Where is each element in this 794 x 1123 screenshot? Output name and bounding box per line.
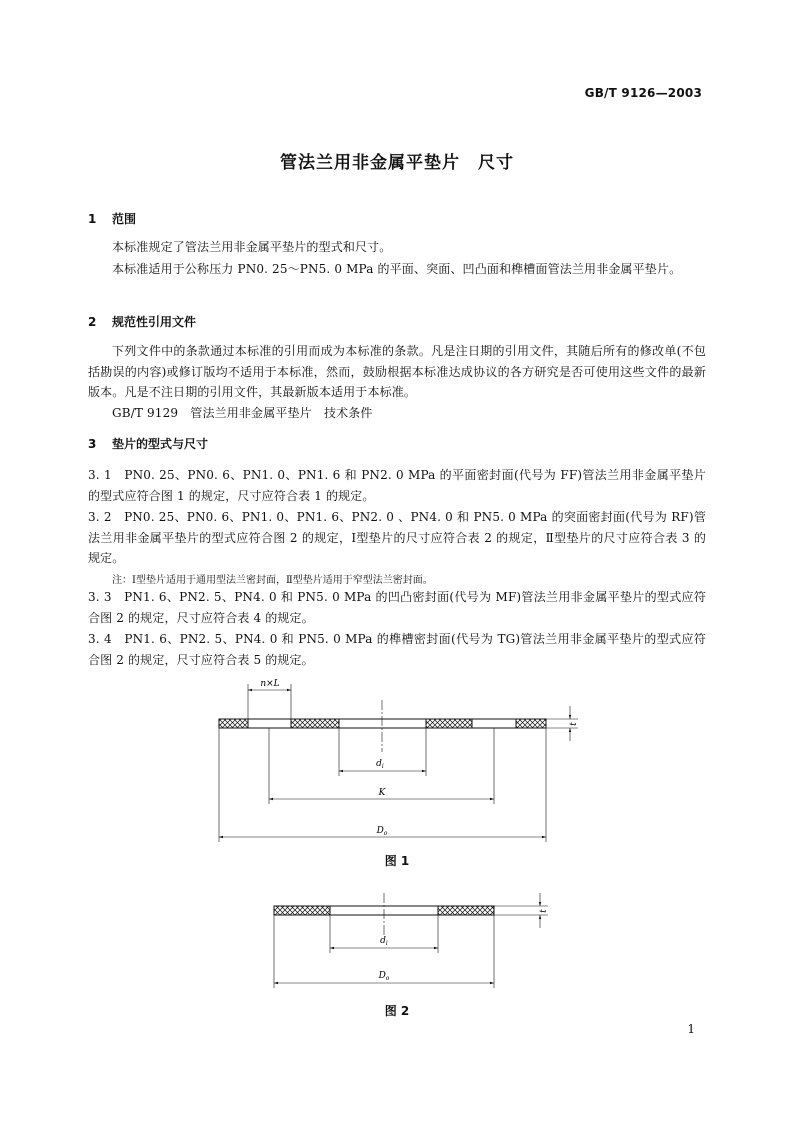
clause-3-1 — [88, 465, 706, 506]
section-number: 2 — [88, 315, 97, 329]
clause-number: 3. 4 — [88, 632, 112, 646]
clause-3-3 — [88, 587, 706, 628]
figure-1-caption: 图 1 — [384, 854, 410, 868]
section-1-heading — [88, 210, 136, 227]
figure-2-gasket-drawing — [0, 885, 794, 995]
outer-diameter-label: $D_o$ — [378, 971, 390, 982]
hatch-section — [274, 906, 330, 915]
page-number: 1 — [687, 1022, 695, 1036]
outer-diameter-label: $D_o$ — [376, 826, 388, 837]
section-number: 3 — [88, 437, 97, 451]
section-title: 范围 — [112, 212, 137, 226]
document-title: 管法兰用非金属平垫片 尺寸 — [280, 153, 514, 173]
clause-text: PN1. 6、PN2. 5、PN4. 0 和 PN5. 0 MPa 的榫槽密封面(代号为 TG)管法兰用非金属平垫片的型式应符合图 2 的规定，尺寸应符合表 5 的规定。 — [88, 632, 707, 667]
hatch-section — [438, 906, 494, 915]
section-3-heading — [88, 435, 208, 452]
gasket-outline — [219, 719, 546, 728]
section-title: 垫片的型式与尺寸 — [112, 437, 209, 451]
paragraph: 下列文件中的条款通过本标准的引用而成为本标准的条款。凡是注日期的引用文件，其随后所有的修改单(不包括勘误的内容)或修订版均不适用于本标准，然而，鼓励根据本标准达成协议的各方研究是否可使用这些文件的最新版本。凡是不注日期的引用文件，其最新版本适用于本标准。 — [88, 344, 706, 399]
clause-number: 3. 2 — [88, 510, 112, 524]
thickness-label: t — [569, 722, 579, 726]
reference-item: GB/T 9129 管法兰用非金属平垫片 技术条件 — [112, 406, 373, 420]
hatch-section — [291, 719, 339, 728]
clause-number: 3. 1 — [88, 468, 112, 482]
section-2-heading — [88, 313, 196, 330]
bolt-circle-label: K — [378, 788, 386, 798]
figure-1-gasket-drawing — [0, 670, 794, 850]
n-times-l-label: n×L — [260, 679, 280, 689]
clause-3-2 — [88, 507, 706, 569]
figure-2-caption: 图 2 — [384, 1004, 410, 1018]
hatch-section — [219, 719, 248, 728]
clause-number: 3. 3 — [88, 590, 112, 604]
standard-number: GB/T 9126—2003 — [584, 86, 702, 100]
clause-text: PN0. 25、PN0. 6、PN1. 0、PN1. 6 和 PN2. 0 MPa 的平面密封面(代号为 FF)管法兰用非金属平垫片的型式应符合图 1 的规定，尺寸应符合表 1 的规定。 — [88, 468, 706, 503]
hatch-section — [516, 719, 546, 728]
note: 注：Ⅰ型垫片适用于通用型法兰密封面，Ⅱ型垫片适用于窄型法兰密封面。 — [112, 575, 433, 586]
inner-diameter-label: $d_i$ — [380, 936, 388, 947]
thickness-label: t — [539, 909, 549, 913]
clause-text: PN1. 6、PN2. 5、PN4. 0 和 PN5. 0 MPa 的凹凸密封面(代号为 MF)管法兰用非金属平垫片的型式应符合图 2 的规定，尺寸应符合表 4 的规定。 — [88, 590, 706, 625]
section-number: 1 — [88, 212, 97, 226]
section-title: 规范性引用文件 — [112, 315, 197, 329]
hatch-section — [426, 719, 472, 728]
paragraph: 本标准适用于公称压力 PN0. 25～PN5. 0 MPa 的平面、突面、凹凸面和榫槽面管法兰用非金属平垫片。 — [112, 262, 682, 276]
clause-text: PN0. 25、PN0. 6、PN1. 0、PN1. 6、PN2. 0 、PN4. 0 和 PN5. 0 MPa 的突面密封面(代号为 RF)管法兰用非金属平垫片的型式应符合图 2 的规定，Ⅰ型垫片的尺寸应符合表 2 的规定，Ⅱ型垫片的尺寸应符合表 3 的规定。 — [88, 510, 706, 565]
inner-diameter-label: $d_i$ — [376, 759, 384, 770]
paragraph: 本标准规定了管法兰用非金属平垫片的型式和尺寸。 — [112, 240, 392, 254]
clause-3-4 — [88, 629, 706, 670]
